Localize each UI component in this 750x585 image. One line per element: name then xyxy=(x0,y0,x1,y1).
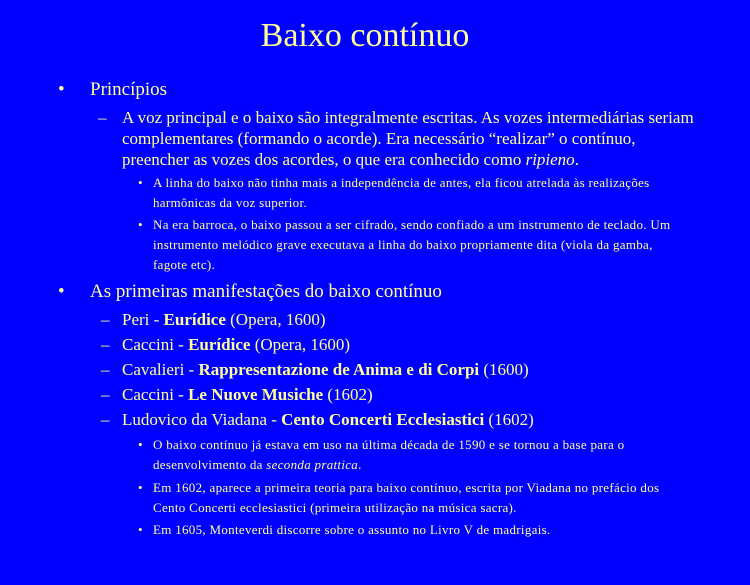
dash-marker: – xyxy=(101,410,110,429)
note-text: O baixo contínuo já estava em uso na última década de 1590 e se tornou a base para o desenvolvimento da seconda prattica. xyxy=(153,437,625,472)
work-title: Rappresentazione de Anima e di Corpi xyxy=(198,360,480,379)
bullet-marker: • xyxy=(58,79,65,100)
sub-bullet-text: A voz principal e o baixo são integralmente escritas. As vozes intermediárias seriam complementares (formando o acorde). Era necessário “realizar” o contínuo, preencher as vozes dos acordes, o que era conhecido como ripieno. xyxy=(122,108,694,169)
bullet-marker: • xyxy=(138,437,143,452)
dash-marker: – xyxy=(101,335,110,354)
note-viadana-1602 xyxy=(138,478,683,518)
note-monteverdi-1605 xyxy=(138,520,683,540)
dash-marker: – xyxy=(101,310,110,329)
work-title: Eurídice xyxy=(188,335,251,354)
dash-marker: – xyxy=(101,385,110,404)
note-text: Em 1605, Monteverdi discorre sobre o assunto no Livro V de madrigais. xyxy=(153,522,551,537)
sub-bullet-voz-principal xyxy=(98,107,698,170)
note-text: Na era barroca, o baixo passou a ser cifrado, sendo confiado a um instrumento de teclado. Um instrumento melódico grave executava a linha do baixo propriamente dita (viola da gamba, fagote etc). xyxy=(153,217,671,272)
note-text: A linha do baixo não tinha mais a independência de antes, ela ficou atrelada às realizações harmônicas da voz superior. xyxy=(153,175,650,210)
bullet-marker: • xyxy=(58,281,65,302)
note-text: Em 1602, aparece a primeira teoria para baixo contínuo, escrita por Viadana no prefácio dos Cento Concerti ecclesiastici (primeira utilização na música sacra). xyxy=(153,480,660,515)
dash-marker: – xyxy=(101,360,110,379)
work-title: Cento Concerti Ecclesiastici xyxy=(281,410,485,429)
work-title: Eurídice xyxy=(163,310,226,329)
bullet-marker: • xyxy=(138,480,143,495)
bullet-marker: • xyxy=(138,522,143,537)
note-linha-do-baixo xyxy=(138,173,683,213)
note-baixo-continuo-1590 xyxy=(138,435,683,475)
bullet-marker: • xyxy=(138,217,143,232)
work-title: Le Nuove Musiche xyxy=(188,385,324,404)
bullet-label: Princípios xyxy=(90,79,168,100)
bullet-label: As primeiras manifestações do baixo contínuo xyxy=(90,281,442,302)
bullet-marker: • xyxy=(138,175,143,190)
dash-marker: – xyxy=(98,108,107,127)
note-era-barroca xyxy=(138,215,683,275)
slide-title: Baixo contínuo xyxy=(260,17,470,54)
